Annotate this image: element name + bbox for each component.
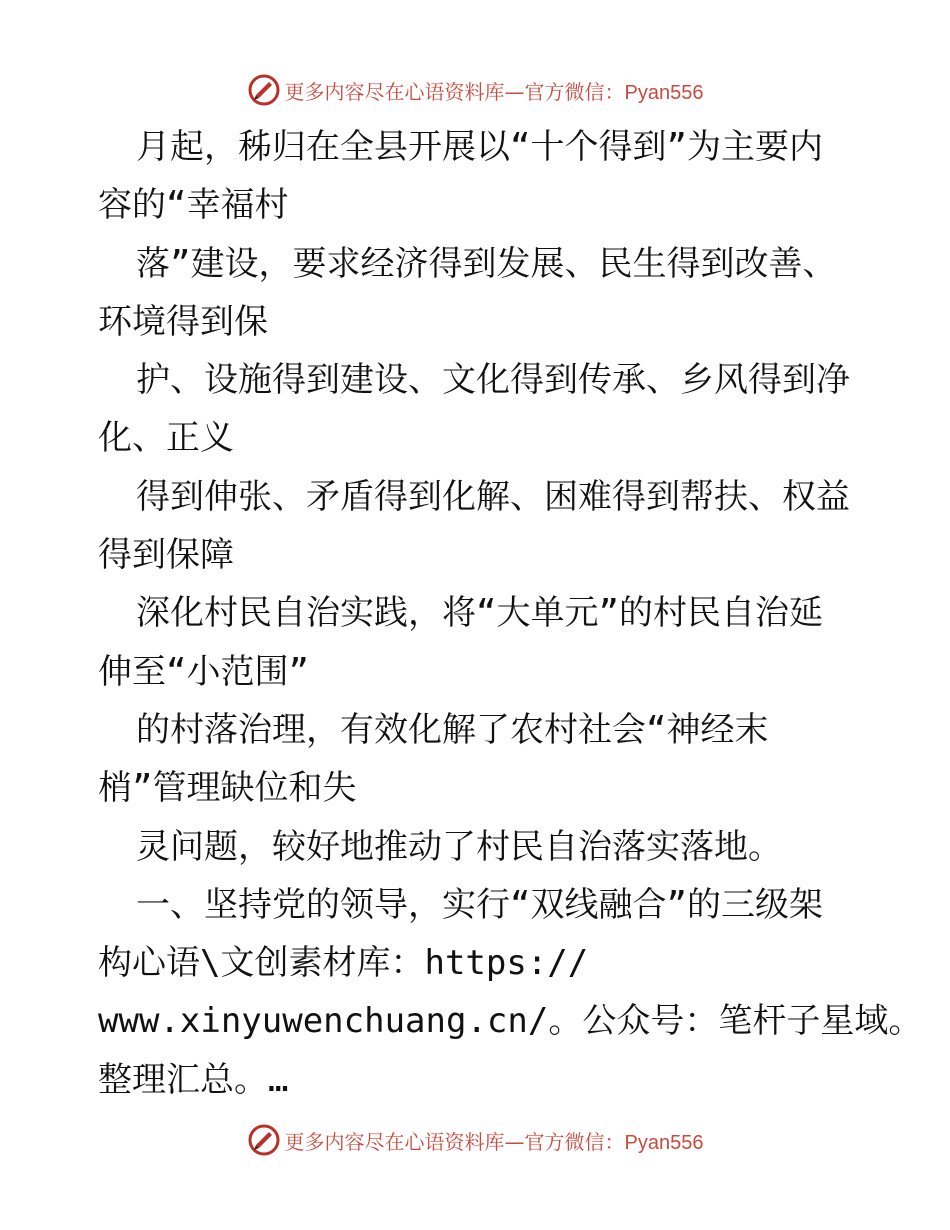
text-line: 一、坚持党的领导，实行“双线融合”的三级架 xyxy=(136,884,823,925)
footer-banner xyxy=(0,1120,950,1160)
text-line: 深化村民自治实践，将“大单元”的村民自治延 xyxy=(136,593,823,634)
text-line: 得到保障 xyxy=(98,535,234,576)
text-line: 构心语\文创素材库：https:// xyxy=(98,943,589,984)
header-banner xyxy=(0,70,950,110)
banner-text: 更多内容尽在心语资料库—官方微信：Pyan556 xyxy=(284,1129,704,1154)
banner-text: 更多内容尽在心语资料库—官方微信：Pyan556 xyxy=(284,79,704,104)
body-text xyxy=(98,118,923,1109)
text-line: 灵问题，较好地推动了村民自治落实落地。 xyxy=(136,826,782,867)
text-line: 月起，秭归在全县开展以“十个得到”为主要内 xyxy=(136,127,823,167)
text-line: 整理汇总。… xyxy=(98,1059,289,1100)
text-line: 环境得到保 xyxy=(98,301,268,342)
text-line: 容的“幸福村 xyxy=(98,185,289,226)
pen-logo-icon xyxy=(247,1123,281,1157)
text-line: 的村落治理，有效化解了农村社会“神经末 xyxy=(136,709,769,750)
pen-logo-icon xyxy=(247,73,281,107)
text-line: 伸至“小范围” xyxy=(98,651,309,692)
text-line: 梢”管理缺位和失 xyxy=(98,768,357,809)
text-line: 得到伸张、矛盾得到化解、困难得到帮扶、权益 xyxy=(136,476,850,517)
text-line: 落”建设，要求经济得到发展、民生得到改善、 xyxy=(136,243,837,284)
text-line: 护、设施得到建设、文化得到传承、乡风得到净 xyxy=(136,360,850,401)
text-line: 化、正义 xyxy=(98,418,234,459)
text-line: www.xinyuwenchuang.cn/。公众号：笔杆子星域。 xyxy=(98,1001,923,1042)
